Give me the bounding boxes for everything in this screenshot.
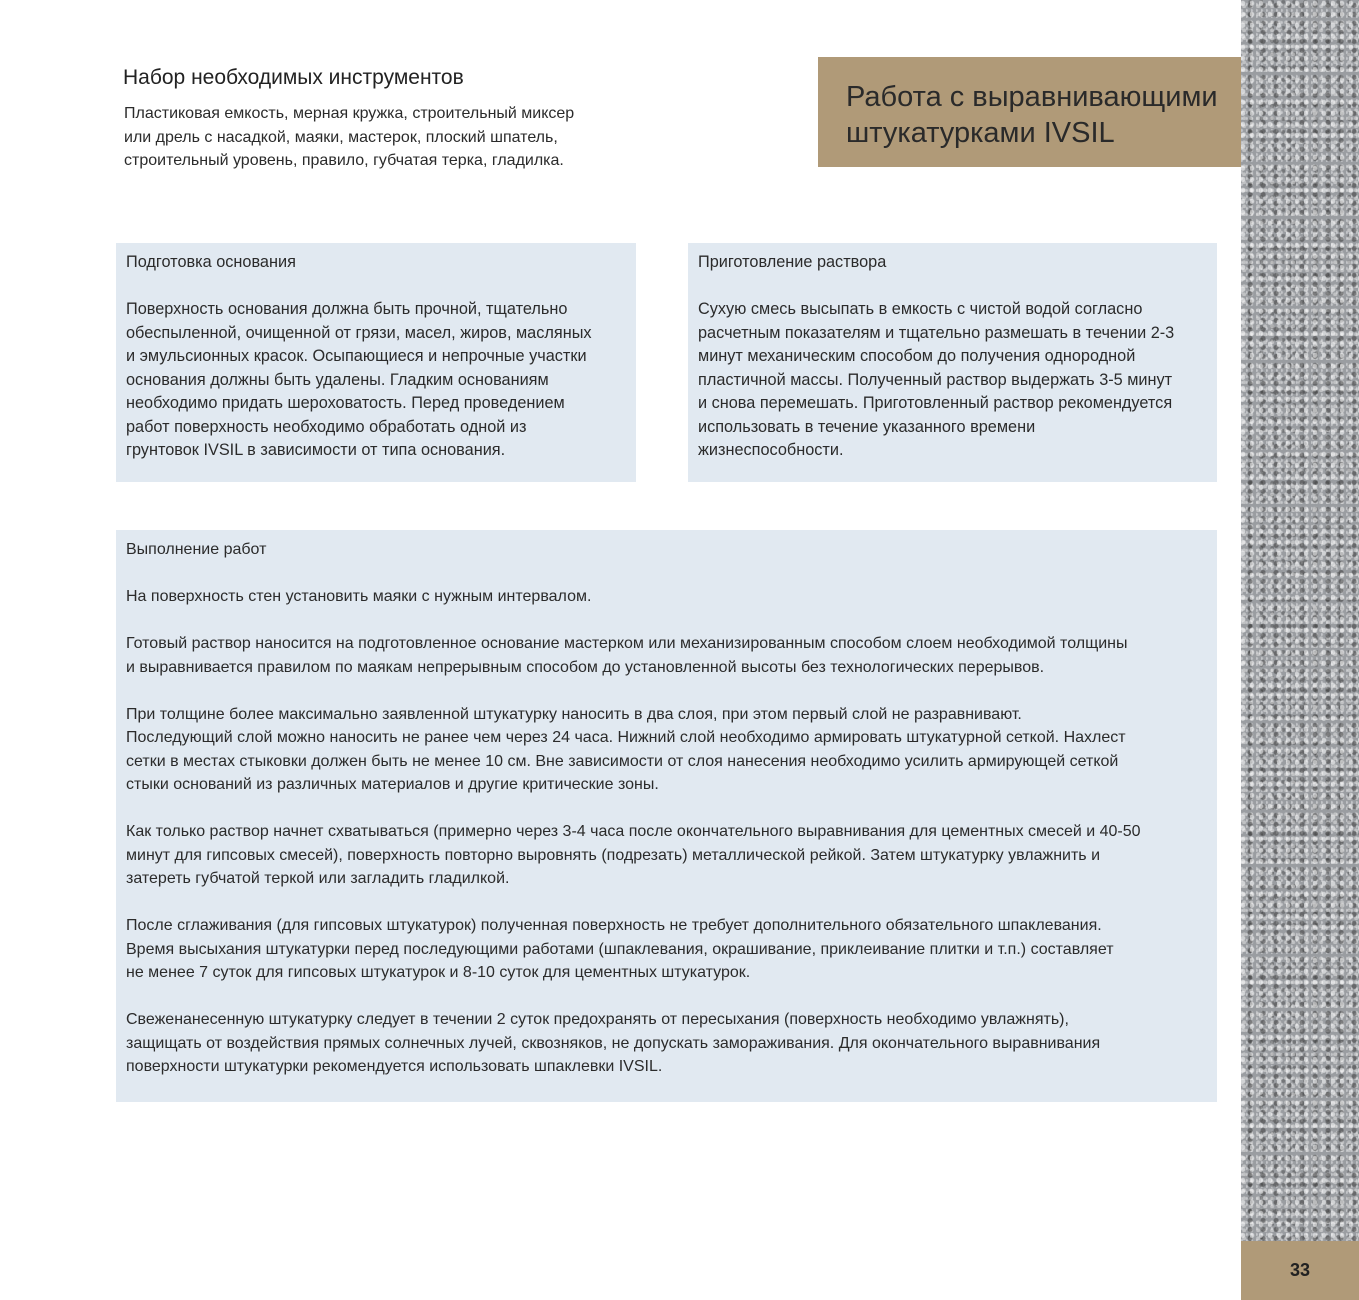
mixing-line: использовать в течение указанного времени — [698, 417, 1036, 436]
work-heading: Выполнение работ — [126, 541, 267, 558]
tools-line: строительный уровень, правило, губчатая терка, гладилка. — [124, 152, 564, 169]
work-line: Свеженанесенную штукатурку следует в течении 2 суток предохранять от пересыхания (поверхность необходимо увлажнять), — [126, 1011, 1069, 1028]
tools-line: или дрель с насадкой, маяки, мастерок, плоский шпатель, — [124, 128, 558, 146]
preparation-line: и эмульсионных красок. Осыпающиеся и непрочные участки — [126, 347, 587, 365]
stucco-texture-strip — [1241, 0, 1359, 1241]
tools-description — [124, 102, 644, 173]
preparation-line: грунтовок IVSIL в зависимости от типа основания. — [126, 441, 506, 459]
work-line: не менее 7 суток для гипсовых штукатурок и 8-10 суток для цементных штукатурок. — [126, 964, 751, 981]
work-line: стыки оснований из различных материалов и другие критические зоны. — [126, 776, 659, 793]
section-title-line: Работа с выравнивающими — [846, 81, 1218, 113]
work-line: минут для гипсовых смесей), поверхность повторно выровнять (подрезать) металлической рейкой. Затем штукатурку увлажнить и — [126, 846, 1101, 864]
mixing-line: жизнеспособности. — [698, 441, 844, 459]
page-number: 33 — [1241, 1241, 1359, 1300]
work-line: затереть губчатой теркой или загладить гладилкой. — [126, 870, 510, 887]
preparation-line: Поверхность основания должна быть прочной, тщательно — [126, 300, 568, 318]
mixing-line: Сухую смесь высыпать в емкость с чистой водой согласно — [698, 300, 1143, 318]
section-title-line: штукатурками IVSIL — [846, 117, 1115, 149]
tools-heading: Набор необходимых инструментов — [123, 66, 464, 89]
mixing-line: пластичной массы. Полученный раствор выдержать 3-5 минут — [698, 370, 1173, 389]
work-line: Время высыхания штукатурки перед последующими работами (шпаклевания, окрашивание, приклеивание плитки и т.п.) составляет — [126, 940, 1114, 958]
work-line: Готовый раствор наносится на подготовленное основание мастерком или механизированным способом слоем необходимой толщины — [126, 635, 1128, 652]
work-line: Как только раствор начнет схватываться (примерно через 3-4 часа после окончательного выравнивания для цементных смесей и 40-50 — [126, 823, 1141, 840]
mixing-line: расчетным показателям и тщательно размешать в течении 2-3 — [698, 323, 1175, 342]
tools-line: Пластиковая емкость, мерная кружка, строительный миксер — [124, 105, 575, 122]
work-line: Последующий слой можно наносить не ранее чем через 24 часа. Нижний слой необходимо армировать штукатурной сеткой. Нахлест — [126, 729, 1126, 746]
work-line: сетки в местах стыковки должен быть не менее 10 см. Вне зависимости от слоя нанесения необходимо усилить армирующей сеткой — [126, 752, 1119, 770]
work-paragraph — [126, 1008, 1207, 1079]
work-line: и выравнивается правилом по маякам непрерывным способом до установленной высоты без технологических перерывов. — [126, 658, 1045, 676]
work-paragraph — [126, 632, 1207, 679]
preparation-box — [116, 243, 636, 482]
work-line: На поверхность стен установить маяки с нужным интервалом. — [126, 588, 592, 605]
mixing-heading: Приготовление раствора — [698, 253, 887, 271]
mixing-box — [688, 243, 1217, 482]
work-paragraph — [126, 703, 1207, 797]
preparation-heading: Подготовка основания — [126, 253, 296, 271]
work-line: После сглаживания (для гипсовых штукатурок) полученная поверхность не требует дополнительного обязательного шпаклевания. — [126, 917, 1102, 934]
work-line: защищать от воздействия прямых солнечных лучей, сквозняков, не допускать замораживания. Для окончательного выравнивания — [126, 1034, 1101, 1052]
preparation-line: основания должны быть удалены. Гладким основаниям — [126, 370, 549, 389]
work-paragraph — [126, 914, 1207, 985]
preparation-line: обеспыленной, очищенной от грязи, масел, жиров, масляных — [126, 323, 592, 342]
work-line: При толщине более максимально заявленной штукатурку наносить в два слоя, при этом первый слой не разравнивают. — [126, 705, 1022, 723]
work-line: поверхности штукатурки рекомендуется использовать шпаклевки IVSIL. — [126, 1058, 663, 1075]
work-paragraph — [126, 820, 1207, 891]
work-box — [116, 530, 1217, 1102]
mixing-line: и снова перемешать. Приготовленный раствор рекомендуется — [698, 394, 1173, 412]
mixing-line: минут механическим способом до получения однородной — [698, 347, 1136, 365]
work-paragraph — [126, 585, 1207, 609]
preparation-line: необходимо придать шероховатость. Перед проведением — [126, 394, 565, 412]
section-title-banner — [818, 57, 1241, 167]
preparation-line: работ поверхность необходимо обработать одной из — [126, 417, 527, 436]
